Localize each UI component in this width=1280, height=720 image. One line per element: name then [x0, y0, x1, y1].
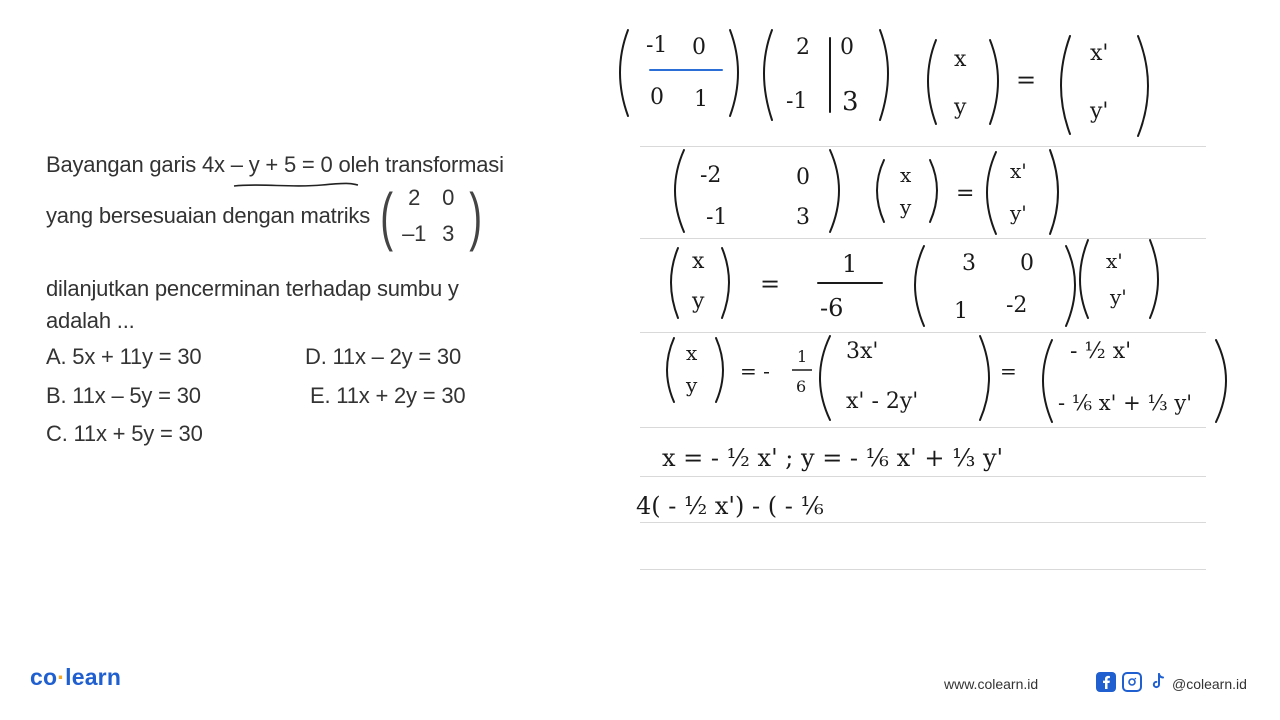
left-paren: (: [380, 180, 393, 252]
instagram-icon[interactable]: [1122, 672, 1142, 692]
hw-cell: 1: [954, 299, 968, 324]
hw-cell: 3: [842, 87, 859, 117]
option-c: C. 11x + 5y = 30: [46, 421, 203, 446]
hw-equals: =: [760, 270, 781, 298]
hw-equals: =: [1000, 359, 1017, 383]
logo-text: learn: [65, 664, 122, 690]
hw-fraction-den: -6: [820, 294, 844, 322]
logo-dot: ·: [57, 664, 66, 690]
hw-cell: y': [1110, 285, 1127, 309]
hw-cell: y: [900, 195, 912, 219]
hw-cell: 0: [692, 35, 706, 60]
question-line-4: adalah ...: [46, 308, 135, 333]
hw-fraction-num: 1: [842, 250, 858, 278]
hw-cell: x' - 2y': [846, 389, 919, 414]
option-e: E. 11x + 2y = 30: [310, 383, 466, 408]
social-handle[interactable]: @colearn.id: [1172, 676, 1247, 692]
hw-cell: -1: [646, 33, 668, 58]
hw-cell: 2: [796, 35, 810, 60]
hw-cell: - ⅙ x' + ⅓ y': [1058, 391, 1193, 415]
hw-cell: x': [1106, 249, 1123, 273]
right-paren: ): [469, 180, 483, 252]
hw-cell: y': [1090, 99, 1109, 124]
hw-cell: 3: [796, 205, 810, 230]
hw-cell: -1: [786, 89, 808, 114]
hw-equals: =: [956, 181, 975, 206]
hw-cell: x': [1010, 159, 1027, 183]
question-line-3: dilanjutkan pencerminan terhadap sumbu y: [46, 276, 459, 301]
logo-text: co: [30, 664, 58, 690]
hw-cell: y': [1010, 201, 1027, 225]
hw-cell: -2: [1006, 293, 1028, 318]
hw-equals: = -: [740, 359, 770, 383]
hw-cell: 3x': [846, 339, 879, 364]
hw-cell: x': [1090, 41, 1109, 66]
footer-website-link[interactable]: www.colearn.id: [944, 676, 1039, 692]
matrix-cell: 3: [442, 221, 455, 246]
hw-substitution: x = - ½ x' ; y = - ⅙ x' + ⅓ y': [662, 444, 1004, 472]
question-text: oleh transformasi: [338, 152, 504, 177]
hw-cell: 0: [796, 165, 810, 190]
hw-cell: -1: [706, 205, 728, 230]
hw-cell: 0: [840, 35, 854, 60]
question-text: Bayangan garis: [46, 152, 197, 177]
option-d: D. 11x – 2y = 30: [305, 344, 461, 369]
hw-cell: x: [686, 341, 698, 365]
line-equation: 4x – y + 5 = 0: [202, 152, 333, 177]
hw-cell: y: [686, 373, 698, 397]
hw-cell: - ½ x': [1070, 339, 1132, 364]
matrix-cell: –1: [402, 221, 427, 246]
hw-fraction-num: 1: [797, 347, 808, 366]
matrix-cell: 0: [442, 185, 455, 210]
colearn-logo: [30, 664, 121, 691]
hw-cell: y: [692, 289, 705, 314]
hw-equals: =: [1016, 66, 1037, 94]
question-text: yang bersesuaian dengan matriks: [46, 203, 371, 228]
hw-cell: x: [954, 47, 967, 72]
hw-fraction-den: 6: [796, 377, 807, 396]
hw-cell: 0: [650, 85, 664, 110]
tiktok-icon[interactable]: [1148, 672, 1168, 692]
option-b: B. 11x – 5y = 30: [46, 383, 201, 408]
hw-cell: 0: [1020, 251, 1034, 276]
hw-cell: 3: [962, 251, 976, 276]
facebook-icon[interactable]: [1096, 672, 1116, 692]
hw-cell: x: [900, 163, 912, 187]
hw-cell: x: [692, 249, 705, 274]
matrix-cell: 2: [408, 185, 421, 210]
hw-cell: y: [954, 95, 967, 120]
hw-equation-start: 4( - ½ x') - ( - ⅙: [636, 492, 824, 520]
hw-cell: -2: [700, 163, 722, 188]
hw-cell: 1: [694, 87, 708, 112]
option-a: A. 5x + 11y = 30: [46, 344, 202, 369]
